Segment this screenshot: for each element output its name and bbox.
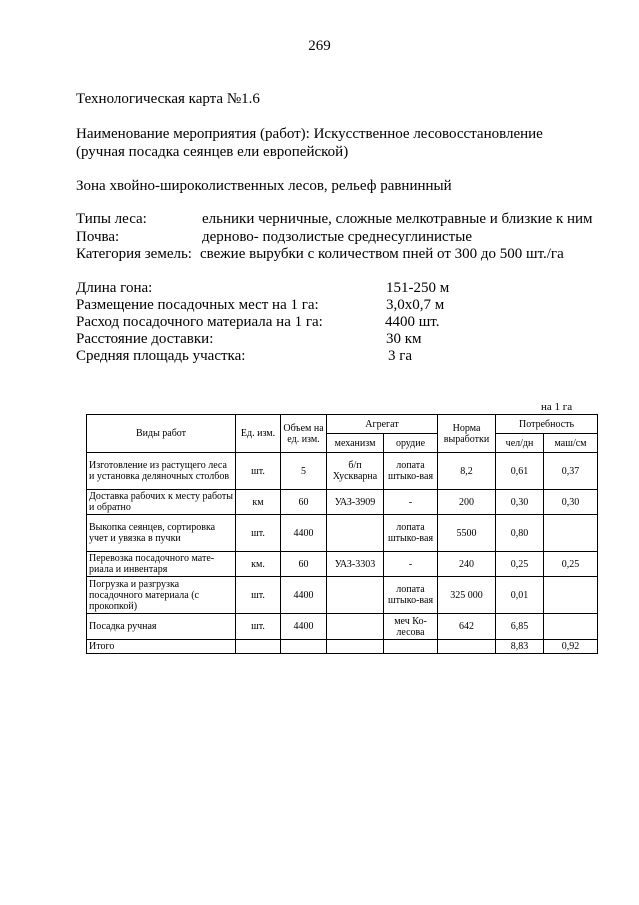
cell-tool: -	[384, 490, 438, 515]
cell-work-name: Выкопка сеянцев, сортировка учет и увязка в пучки	[87, 515, 236, 552]
table-row	[87, 552, 598, 577]
param-value: 3 га	[388, 348, 413, 364]
cell-machine-shifts: 0,25	[544, 552, 598, 577]
param-row	[76, 297, 445, 314]
cell-mechanism: б/п Хускварна	[327, 453, 384, 490]
cell-unit: шт.	[236, 515, 281, 552]
soil-value: дерново- подзолистые среднесуглинистые	[202, 229, 472, 245]
work-name-line-1: Наименование мероприятия (работ): Искусственное лесовосстановление	[76, 126, 543, 142]
cell-person-days: 0,01	[496, 577, 544, 614]
cell-tool: лопата штыко-вая	[384, 515, 438, 552]
soil-row	[76, 229, 472, 246]
param-label: Размещение посадочных мест на 1 га:	[76, 297, 319, 313]
cell-volume	[281, 640, 327, 654]
cell-work-name: Перевозка посадочного мате-риала и инвентаря	[87, 552, 236, 577]
land-category-value: свежие вырубки с количеством пней от 300 до 500 шт./га	[200, 246, 564, 262]
param-label: Средняя площадь участка:	[76, 348, 246, 364]
param-label: Длина гона:	[76, 280, 153, 296]
cell-volume: 60	[281, 552, 327, 577]
cell-mechanism: УАЗ-3303	[327, 552, 384, 577]
cell-tool: лопата штыко-вая	[384, 453, 438, 490]
forest-type-row	[76, 211, 593, 228]
cell-person-days: 0,61	[496, 453, 544, 490]
table-row	[87, 453, 598, 490]
cell-person-days: 0,30	[496, 490, 544, 515]
cell-machine-shifts: 0,92	[544, 640, 598, 654]
cell-volume: 60	[281, 490, 327, 515]
param-value: 3,0х0,7 м	[386, 297, 445, 313]
param-row	[76, 280, 450, 297]
cell-mechanism	[327, 515, 384, 552]
cell-work-name: Погрузка и разгрузка посадочного материала (с прокопкой)	[87, 577, 236, 614]
land-category-row	[76, 246, 564, 263]
cell-tool: лопата штыко-вая	[384, 577, 438, 614]
cell-norm: 240	[438, 552, 496, 577]
header-work-types: Виды работ	[87, 415, 236, 453]
cell-unit	[236, 640, 281, 654]
cell-unit: шт.	[236, 453, 281, 490]
cell-person-days: 8,83	[496, 640, 544, 654]
header-person-days: чел/дн	[496, 434, 544, 453]
param-value: 4400 шт.	[385, 314, 440, 330]
cell-tool	[384, 640, 438, 654]
card-title: Технологическая карта №1.6	[76, 91, 260, 107]
cell-mechanism	[327, 614, 384, 640]
param-label: Расход посадочного материала на 1 га:	[76, 314, 323, 330]
cell-work-name: Доставка рабочих к месту работы и обратно	[87, 490, 236, 515]
forest-type-label: Типы леса:	[76, 211, 147, 227]
cell-unit: шт.	[236, 614, 281, 640]
table-row	[87, 614, 598, 640]
cell-norm: 200	[438, 490, 496, 515]
cell-machine-shifts: 0,37	[544, 453, 598, 490]
cell-mechanism	[327, 640, 384, 654]
cell-work-name: Посадка ручная	[87, 614, 236, 640]
cell-norm: 5500	[438, 515, 496, 552]
header-aggregate: Агрегат	[327, 415, 438, 434]
cell-tool: -	[384, 552, 438, 577]
cell-person-days: 0,25	[496, 552, 544, 577]
zone-line: Зона хвойно-широколиственных лесов, рельеф равнинный	[76, 178, 452, 194]
table-row	[87, 490, 598, 515]
cell-volume: 4400	[281, 577, 327, 614]
cell-work-name: Изготовление из растущего леса и установка деляночных столбов	[87, 453, 236, 490]
table-row	[87, 515, 598, 552]
cell-machine-shifts	[544, 614, 598, 640]
param-row	[76, 331, 422, 348]
header-mechanism: механизм	[327, 434, 384, 453]
cell-volume: 4400	[281, 614, 327, 640]
table-row-total	[87, 640, 598, 654]
cell-unit: шт.	[236, 577, 281, 614]
param-row	[76, 314, 440, 331]
cell-norm	[438, 640, 496, 654]
soil-label: Почва:	[76, 229, 120, 245]
header-need: Потребность	[496, 415, 598, 434]
param-row	[76, 348, 413, 365]
cell-work-name: Итого	[87, 640, 236, 654]
works-table	[86, 414, 598, 654]
cell-norm: 8,2	[438, 453, 496, 490]
cell-machine-shifts	[544, 577, 598, 614]
cell-norm: 642	[438, 614, 496, 640]
cell-tool: меч Ко-лесова	[384, 614, 438, 640]
cell-volume: 4400	[281, 515, 327, 552]
forest-type-value: ельники черничные, сложные мелкотравные и близкие к ним	[202, 211, 593, 227]
work-name-line-2: (ручная посадка сеянцев ели европейской)	[76, 144, 349, 160]
cell-unit: км.	[236, 552, 281, 577]
param-label: Расстояние доставки:	[76, 331, 214, 347]
table-row	[87, 577, 598, 614]
cell-machine-shifts	[544, 515, 598, 552]
page-number: 269	[308, 38, 331, 54]
header-norm: Норма выработки	[438, 415, 496, 453]
cell-norm: 325 000	[438, 577, 496, 614]
header-tool: орудие	[384, 434, 438, 453]
header-machine-shifts: маш/см	[544, 434, 598, 453]
header-volume: Объем на ед. изм.	[281, 415, 327, 453]
header-unit: Ед. изм.	[236, 415, 281, 453]
cell-unit: км	[236, 490, 281, 515]
cell-person-days: 0,80	[496, 515, 544, 552]
cell-mechanism	[327, 577, 384, 614]
cell-volume: 5	[281, 453, 327, 490]
param-value: 151-250 м	[386, 280, 450, 296]
cell-mechanism: УАЗ-3909	[327, 490, 384, 515]
cell-machine-shifts: 0,30	[544, 490, 598, 515]
table-unit-note: на 1 га	[541, 401, 573, 413]
param-value: 30 км	[386, 331, 422, 347]
land-category-label: Категория земель:	[76, 246, 192, 262]
cell-person-days: 6,85	[496, 614, 544, 640]
